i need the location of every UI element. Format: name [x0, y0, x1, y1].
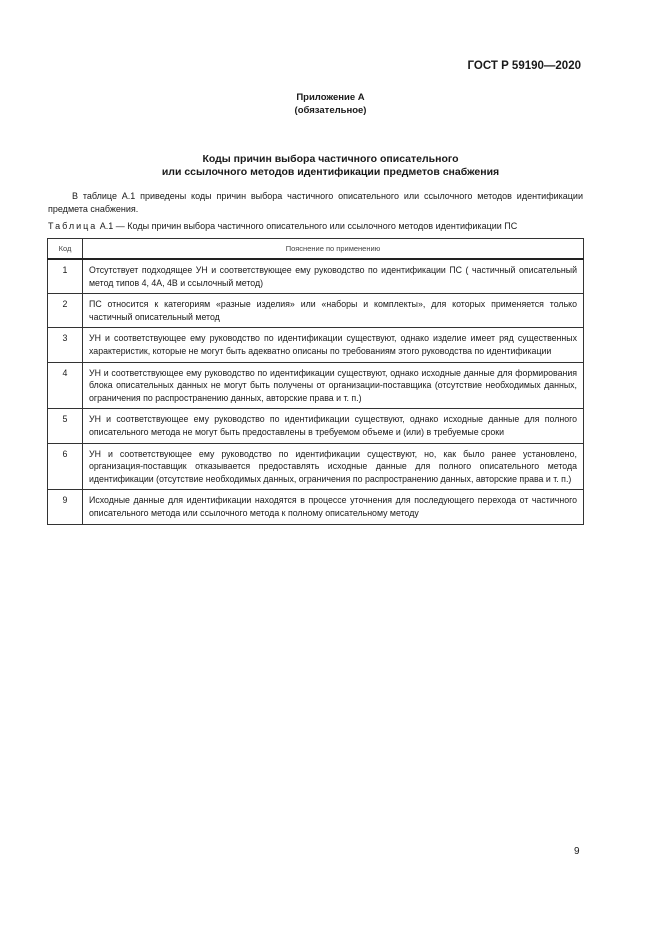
table-row: [48, 409, 584, 443]
explanation-cell: ПС относится к категориям «разные изделия» или «наборы и комплекты», для которых применяется только частичный описательный метод: [83, 294, 584, 328]
code-cell: 3: [48, 328, 83, 362]
table-row: [48, 362, 584, 409]
appendix-title: Приложение А: [296, 92, 365, 103]
explanation-cell: УН и соответствующее ему руководство по идентификации существуют, однако исходные данные для формирования блока описательных данных не могут быть получены от организации-поставщика (отсутствие необходимых данных, ограничения по распространению данных, авторские права и т. п.): [83, 362, 584, 409]
explanation-cell: УН и соответствующее ему руководство по идентификации существуют, однако изделие имеет ряд существенных характеристик, которые не могут быть адекватно описаны по требованиям этого руководства по идентификации: [83, 328, 584, 362]
code-cell: 1: [48, 259, 83, 294]
table-row: [48, 259, 584, 294]
table-header-row: [48, 239, 584, 260]
column-header-code: Код: [48, 239, 83, 260]
appendix-status: (обязательное): [294, 105, 367, 116]
code-cell: 5: [48, 409, 83, 443]
table-caption-text: А.1 — Коды причин выбора частичного описательного или ссылочного методов идентификации ПС: [97, 221, 518, 231]
code-cell: 2: [48, 294, 83, 328]
section-heading-line2: или ссылочного методов идентификации предметов снабжения: [161, 166, 500, 178]
code-cell: 9: [48, 490, 83, 524]
table-row: [48, 443, 584, 490]
intro-paragraph: В таблице А.1 приведены коды причин выбора частичного описательного или ссылочного методов идентификации предмета снабжения.: [48, 191, 583, 214]
table-caption-label: Таблица: [48, 221, 98, 231]
explanation-cell: Отсутствует подходящее УН и соответствующее ему руководство по идентификации ПС ( частичный описательный метод типов 4, 4А, 4В и ссылочный метод): [83, 259, 584, 294]
explanation-cell: УН и соответствующее ему руководство по идентификации существуют, но, как было ранее установлено, организация-поставщик отказывается предоставлять исходные данные для полного описательного метода идентификации (отсутствие необходимых данных, ограничения по распространению данных, авторские права и т. п.): [83, 443, 584, 490]
column-header-explanation: Пояснение по применению: [83, 239, 584, 260]
table-row: [48, 490, 584, 524]
standard-designation: ГОСТ Р 59190—2020: [467, 60, 581, 72]
code-cell: 4: [48, 362, 83, 409]
table-caption: [48, 221, 517, 231]
explanation-cell: Исходные данные для идентификации находятся в процессе уточнения для последующего перехода от частичного описательного метода или ссылочного метода к полному описательному методу: [83, 490, 584, 524]
page-number: 9: [574, 846, 580, 857]
explanation-cell: УН и соответствующее ему руководство по идентификации существуют, однако исходные данные для полного описательного метода не могут быть предоставлены в требуемом объеме и (или) в требуемые сроки: [83, 409, 584, 443]
reason-codes-table: [47, 238, 584, 525]
section-heading-line1: Коды причин выбора частичного описательного: [202, 153, 459, 165]
code-cell: 6: [48, 443, 83, 490]
table-row: [48, 328, 584, 362]
table-row: [48, 294, 584, 328]
